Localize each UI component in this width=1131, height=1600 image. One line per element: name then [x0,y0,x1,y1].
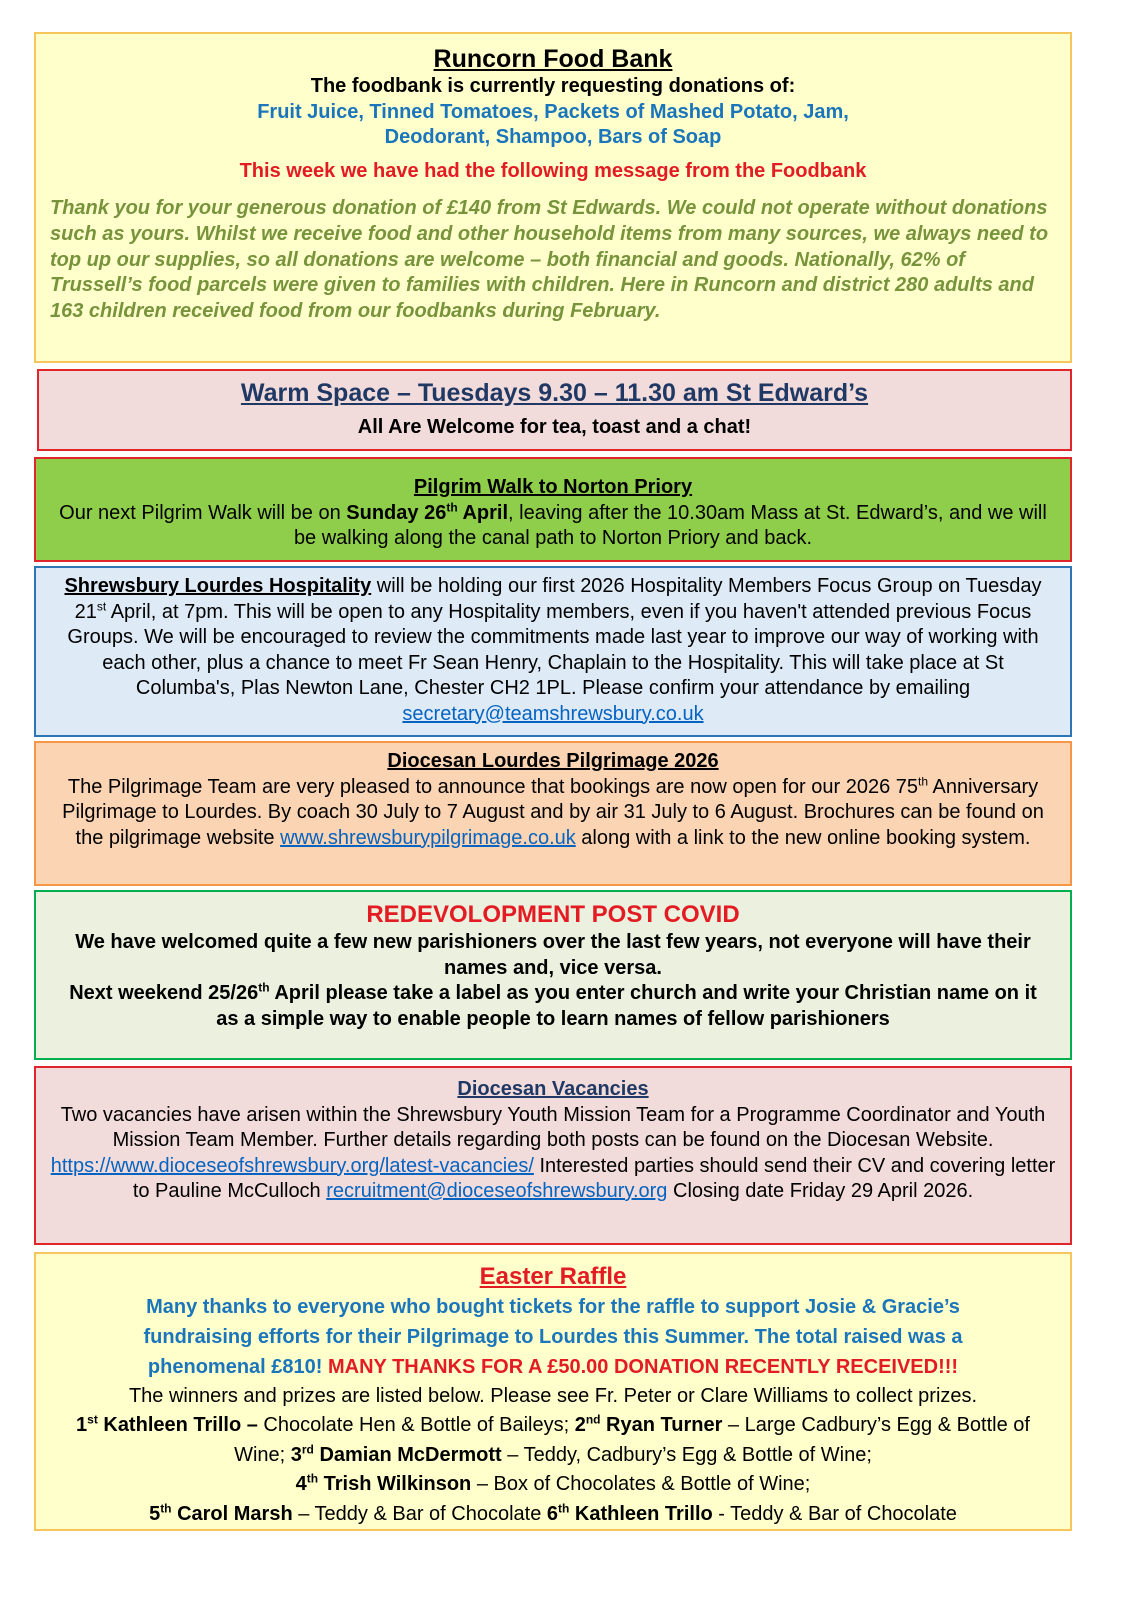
pilgrimage-title: Diocesan Lourdes Pilgrimage 2026 [387,750,719,772]
raffle-winners [50,1411,1056,1529]
vacancies-text: Two vacancies have arisen within the Shrewsbury Youth Mission Team for a Programme Coordinator and Youth Mission Team Member. Further details regarding both posts can be found on the Diocesan Website. https://www.dioceseofshrewsbury.org/latest-vacancies/ Interested parties should send their CV and covering letter to Pauline McCulloch recruitment@dioceseofshrewsbury.org Closing date Friday 29 April 2026. [50,1103,1056,1202]
warm-space-title: Warm Space – Tuesdays 9.30 – 11.30 am St Edward’s [240,379,869,407]
pilgrimage-text: The Pilgrimage Team are very pleased to announce that bookings are now open for our 2026 75th Anniversary Pilgrimage to Lourdes. By coach 30 July to 7 August and by air 31 July to 6 August. Brochures can be found on the pilgrimage website www.shrewsburypilgrimage.co.uk along with a link to the new online booking system. [62,773,1044,849]
winner-1: 1st Kathleen Trillo – Chocolate Hen & Bottle of Baileys; [76,1412,575,1436]
hospitality-email-link[interactable]: secretary@teamshrewsbury.co.uk [402,702,704,725]
winner-6: 6th Kathleen Trillo - Teddy & Bar of Chocolate [546,1500,957,1525]
easter-raffle-section [34,1252,1072,1531]
raffle-title: Easter Raffle [479,1263,627,1290]
diocesan-pilgrimage-section [34,741,1072,886]
redevelopment-section [34,890,1072,1060]
foodbank-message: Thank you for your generous donation of £140 from St Edwards. We could not operate without donations such as yours. Whilst we receive food and other household items from many sources, we always need to top up our supplies, so all donations are welcome – both financial and goods. Nationally, 62% of Trussell’s food parcels were given to families with children. Here in Runcorn and district 280 adults and 163 children received food from our foodbanks during February. [50,197,1049,323]
foodbank-section [34,32,1072,363]
warm-space-text: All Are Welcome for tea, toast and a chat! [357,416,752,438]
vacancies-title: Diocesan Vacancies [457,1078,649,1100]
redevelopment-title: REDEVOLOPMENT POST COVID [366,901,740,928]
lourdes-hospitality-text: Shrewsbury Lourdes Hospitality will be holding our first 2026 Hospitality Members Focus Group on Tuesday 21st April, at 7pm. This will be open to any Hospitality members, even if you haven't attended previous Focus Groups. We will be encouraged to review the commitments made last year to improve our way of working with each other, plus a chance to meet Fr Sean Henry, Chaplain to the Hospitality. This will take place at St Columba's, Plas Newton Lane, Chester CH2 1PL. Please confirm your attendance by emailing secretary@teamshrewsbury.co.uk [64,575,1042,725]
vacancies-section [34,1066,1072,1245]
winner-3: 3rd Damian McDermott – Teddy, Cadbury’s Egg & Bottle of Wine; [290,1441,872,1466]
redevelopment-p1: We have welcomed quite a few new parishioners over the last few years, not everyone will have their names and, vice versa. [75,931,1031,979]
raffle-intro: The winners and prizes are listed below. Please see Fr. Peter or Clare Williams to collect prizes. [128,1385,978,1407]
hospitality-title: Shrewsbury Lourdes Hospitality [64,575,372,597]
winner-5: 5th Carol Marsh – Teddy & Bar of Chocolate [149,1500,547,1525]
recruitment-email-link[interactable]: recruitment@dioceseofshrewsbury.org [326,1180,668,1202]
raffle-thanks: Many thanks to everyone who bought tickets for the raffle to support Josie & Gracie’s fundraising efforts for their Pilgrimage to Lourdes this Summer. The total raised was a phenomenal £810! MANY THANKS FOR A £50.00 DONATION RECENTLY RECEIVED!!! [143,1296,963,1378]
winner-2: 2nd Ryan Turner – Large Cadbury’s Egg & Bottle of Wine; [234,1412,1030,1466]
pilgrim-walk-section [34,457,1072,562]
lourdes-hospitality-section [34,566,1072,737]
foodbank-title: Runcorn Food Bank [433,45,673,73]
foodbank-subtitle: The foodbank is currently requesting donations of: [310,75,796,97]
redevelopment-p2: Next weekend 25/26th April please take a label as you enter church and write your Christian name on it as a simple way to enable people to learn names of fellow parishioners [69,980,1037,1030]
donation-items-2: Deodorant, Shampoo, Bars of Soap [384,126,722,148]
winner-4: 4th Trish Wilkinson – Box of Chocolates & Bottle of Wine; [295,1471,811,1495]
warm-space-section [37,369,1072,451]
pilgrimage-website-link[interactable]: www.shrewsburypilgrimage.co.uk [280,826,576,849]
pilgrim-walk-title: Pilgrim Walk to Norton Priory [413,476,693,498]
vacancies-link[interactable]: https://www.dioceseofshrewsbury.org/latest-vacancies/ [50,1154,534,1177]
pilgrim-walk-text: Our next Pilgrim Walk will be on Sunday 26th April, leaving after the 10.30am Mass at St. Edward’s, and we will be walking along the canal path to Norton Priory and back. [59,499,1047,549]
foodbank-notice: This week we have had the following message from the Foodbank [239,159,867,182]
donation-items-1: Fruit Juice, Tinned Tomatoes, Packets of Mashed Potato, Jam, [257,100,849,123]
